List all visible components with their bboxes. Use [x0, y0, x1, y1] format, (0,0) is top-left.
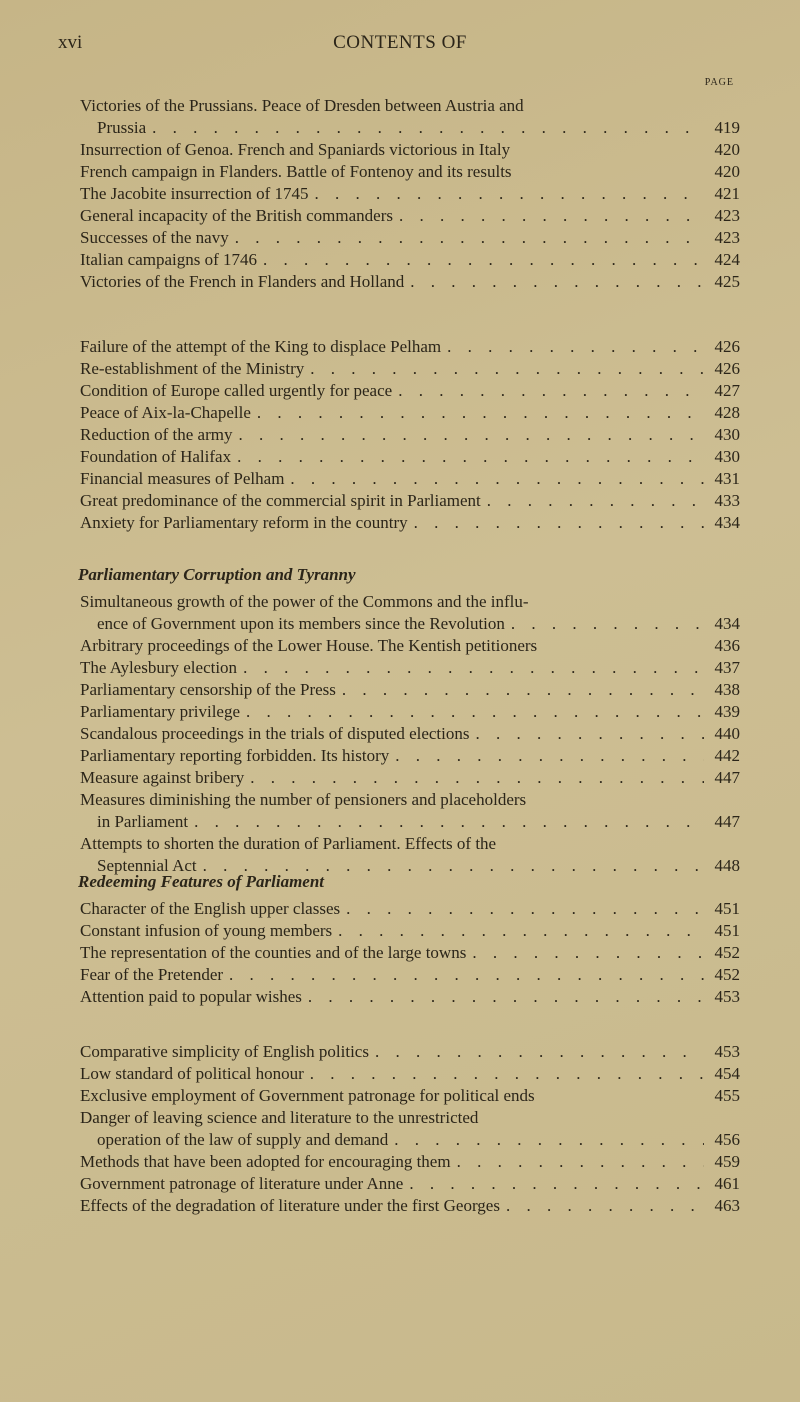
dot-leader	[284, 468, 704, 490]
dot-leader	[388, 1129, 704, 1151]
entry-title: Financial measures of Pelham	[80, 469, 285, 488]
page-number: 438	[714, 680, 740, 699]
entry-title: Victories of the French in Flanders and Holland	[80, 272, 405, 291]
running-head: CONTENTS OF	[333, 32, 467, 53]
page-number: 430	[714, 425, 740, 444]
page-number: 426	[714, 337, 740, 356]
entry-title: Parliamentary reporting forbidden. Its history	[80, 746, 390, 765]
entry-line	[80, 95, 740, 117]
entry-line	[80, 679, 740, 701]
page-number: 452	[714, 943, 740, 962]
entry-title: Foundation of Halifax	[80, 447, 232, 466]
dot-leader	[309, 183, 705, 205]
page-number: 439	[714, 702, 740, 721]
entry-line	[80, 1107, 740, 1129]
entry-line	[80, 591, 740, 613]
page-number: 428	[714, 403, 740, 422]
entry-title: Septennial Act	[97, 856, 197, 875]
spacer	[537, 635, 704, 657]
dot-leader	[304, 358, 704, 380]
page-number: 426	[714, 359, 740, 378]
dot-leader	[257, 249, 704, 271]
entry-title: Comparative simplicity of English politics	[80, 1042, 369, 1061]
entry-line	[80, 205, 740, 227]
contents-entry	[80, 95, 740, 139]
entry-line	[80, 512, 740, 534]
entry-title: Victories of the Prussians. Peace of Dresden between Austria and	[80, 96, 524, 115]
section-heading: Redeeming Features of Parliament	[78, 872, 325, 891]
entry-title: Italian campaigns of 1746	[80, 250, 258, 269]
contents-entry	[80, 468, 740, 490]
entry-title: Peace of Aix-la-Chapelle	[80, 403, 251, 422]
contents-entry	[80, 1107, 740, 1151]
contents-entry	[80, 767, 740, 789]
contents-entry	[80, 1151, 740, 1173]
entry-title: Scandalous proceedings in the trials of disputed elections	[80, 724, 470, 743]
entry-title: Successes of the navy	[80, 228, 229, 247]
contents-section	[80, 564, 740, 877]
contents-entry	[80, 986, 740, 1008]
contents-entry	[80, 789, 740, 833]
page-number: 427	[714, 381, 740, 400]
spacer	[512, 161, 704, 183]
contents-entry	[80, 701, 740, 723]
entry-line	[80, 1041, 740, 1063]
entry-title: Government patronage of literature under Anne	[80, 1174, 404, 1193]
entry-line	[80, 402, 740, 424]
dot-leader	[470, 723, 705, 745]
entry-title: Great predominance of the commercial spirit in Parliament	[80, 491, 481, 510]
entry-line	[80, 271, 740, 293]
entry-line	[80, 635, 740, 657]
entry-title: Prussia	[97, 118, 147, 137]
entry-line	[80, 964, 740, 986]
page-number: 454	[714, 1064, 740, 1083]
contents-entry	[80, 657, 740, 679]
dot-leader	[500, 1195, 704, 1217]
page-number: 455	[714, 1086, 740, 1105]
dot-leader	[237, 657, 704, 679]
entry-title: Arbitrary proceedings of the Lower House. The Kentish petitioners	[80, 636, 538, 655]
entry-line	[80, 139, 740, 161]
dot-leader	[146, 117, 704, 139]
entry-line	[80, 1129, 740, 1151]
entry-line	[80, 358, 740, 380]
entry-line	[80, 920, 740, 942]
page-number: 461	[714, 1174, 740, 1193]
dot-leader	[302, 986, 704, 1008]
entry-title: Character of the English upper classes	[80, 899, 341, 918]
entry-title: The Aylesbury election	[80, 658, 238, 677]
contents-entry	[80, 227, 740, 249]
entry-line	[80, 183, 740, 205]
dot-leader	[332, 920, 704, 942]
entry-title: Attention paid to popular wishes	[80, 987, 302, 1006]
entry-line	[80, 424, 740, 446]
contents-entry	[80, 1173, 740, 1195]
dot-leader	[340, 898, 704, 920]
entry-title: Measure against bribery	[80, 768, 245, 787]
page-folio: xvi	[58, 32, 83, 53]
contents-entry	[80, 336, 740, 358]
page-number: 451	[714, 921, 740, 940]
contents-entry	[80, 402, 740, 424]
contents-entry	[80, 898, 740, 920]
contents-entry	[80, 591, 740, 635]
dot-leader	[231, 446, 704, 468]
contents-entry	[80, 161, 740, 183]
entry-line	[80, 1195, 740, 1217]
entry-line	[80, 745, 740, 767]
page-number: 437	[714, 658, 740, 677]
dot-leader	[466, 942, 704, 964]
dot-leader	[393, 205, 704, 227]
entry-line	[80, 833, 740, 855]
dot-leader	[240, 701, 704, 723]
dot-leader	[389, 745, 704, 767]
contents-entry	[80, 723, 740, 745]
entry-title: Anxiety for Parliamentary reform in the country	[80, 513, 408, 532]
entry-line	[80, 986, 740, 1008]
dot-leader	[251, 402, 704, 424]
page-number: 447	[714, 812, 740, 831]
page-number: 436	[714, 636, 740, 655]
entry-title: Exclusive employment of Government patronage for political ends	[80, 1086, 535, 1105]
entry-title: Constant infusion of young members	[80, 921, 333, 940]
page-number: 425	[714, 272, 740, 291]
entry-line	[80, 490, 740, 512]
entry-line	[80, 117, 740, 139]
page-number: 463	[714, 1196, 740, 1215]
contents-entry	[80, 964, 740, 986]
entry-title: French campaign in Flanders. Battle of Fontenoy and its results	[80, 162, 512, 181]
spacer	[510, 139, 704, 161]
dot-leader	[223, 964, 704, 986]
entry-line	[80, 767, 740, 789]
dot-leader	[408, 512, 704, 534]
page-number: 423	[714, 228, 740, 247]
page-number: 453	[714, 987, 740, 1006]
contents-entry	[80, 1085, 740, 1107]
entry-line	[80, 161, 740, 183]
contents-entry	[80, 1063, 740, 1085]
entry-line	[80, 942, 740, 964]
page-number: 434	[714, 513, 740, 532]
page-number: 448	[714, 856, 740, 875]
contents-entry	[80, 446, 740, 468]
dot-leader	[369, 1041, 704, 1063]
contents-entry	[80, 635, 740, 657]
entry-line	[80, 380, 740, 402]
contents-entry	[80, 490, 740, 512]
entry-line	[80, 336, 740, 358]
entry-title: Condition of Europe called urgently for peace	[80, 381, 393, 400]
page-number: 451	[714, 899, 740, 918]
entry-title: Simultaneous growth of the power of the Commons and the influ-	[80, 592, 529, 611]
entry-line	[80, 657, 740, 679]
contents-entry	[80, 1195, 740, 1217]
page-number: 456	[714, 1130, 740, 1149]
dot-leader	[244, 767, 704, 789]
entry-title: The representation of the counties and of the large towns	[80, 943, 467, 962]
entry-line	[80, 1151, 740, 1173]
page-number: 430	[714, 447, 740, 466]
entry-title: Attempts to shorten the duration of Parliament. Effects of the	[80, 834, 497, 853]
dot-leader	[233, 424, 705, 446]
page-number: 452	[714, 965, 740, 984]
dot-leader	[451, 1151, 704, 1173]
contents-entry	[80, 358, 740, 380]
entry-line	[80, 898, 740, 920]
contents-entry	[80, 745, 740, 767]
contents-entry	[80, 205, 740, 227]
entry-line	[80, 1063, 740, 1085]
dot-leader	[304, 1063, 704, 1085]
page-number: 421	[714, 184, 740, 203]
contents-entry	[80, 271, 740, 293]
page-number: 434	[714, 614, 740, 633]
entry-title: Reduction of the army	[80, 425, 233, 444]
entry-title: Low standard of political honour	[80, 1064, 304, 1083]
page-number: 419	[714, 118, 740, 137]
contents-entry	[80, 249, 740, 271]
page-number: 442	[714, 746, 740, 765]
entry-line	[80, 613, 740, 635]
entry-line	[80, 723, 740, 745]
entry-title: operation of the law of supply and demand	[97, 1130, 389, 1149]
page-number: 420	[714, 162, 740, 181]
contents-entry	[80, 380, 740, 402]
page-number: 433	[714, 491, 740, 510]
contents-entry	[80, 512, 740, 534]
entry-title: General incapacity of the British commanders	[80, 206, 393, 225]
entry-title: Measures diminishing the number of pensioners and placeholders	[80, 790, 527, 809]
section-heading: Parliamentary Corruption and Tyranny	[78, 565, 356, 584]
page-number: 459	[714, 1152, 740, 1171]
page-number: 420	[714, 140, 740, 159]
spacer	[535, 1085, 704, 1107]
contents-entry	[80, 920, 740, 942]
entry-line	[80, 1085, 740, 1107]
entry-title: Fear of the Pretender	[80, 965, 224, 984]
contents-group	[80, 336, 740, 534]
contents-group	[80, 95, 740, 293]
dot-leader	[188, 811, 704, 833]
contents-entry	[80, 424, 740, 446]
page-number: 423	[714, 206, 740, 225]
entry-title: Insurrection of Genoa. French and Spaniards victorious in Italy	[80, 140, 511, 159]
contents-entry	[80, 942, 740, 964]
entry-line	[80, 789, 740, 811]
entry-title: The Jacobite insurrection of 1745	[80, 184, 309, 203]
entry-line	[80, 446, 740, 468]
entry-line	[80, 811, 740, 833]
contents-section	[80, 871, 740, 1008]
entry-title: Failure of the attempt of the King to displace Pelham	[80, 337, 442, 356]
entry-title: in Parliament	[97, 812, 189, 831]
contents-entry	[80, 139, 740, 161]
contents-entry	[80, 183, 740, 205]
entry-title: Parliamentary privilege	[80, 702, 241, 721]
entry-line	[80, 1173, 740, 1195]
dot-leader	[403, 1173, 704, 1195]
dot-leader	[505, 613, 704, 635]
dot-leader	[481, 490, 704, 512]
entry-line	[80, 227, 740, 249]
entry-title: Effects of the degradation of literature under the first Georges	[80, 1196, 500, 1215]
page-number: 424	[714, 250, 740, 269]
entry-line	[80, 701, 740, 723]
dot-leader	[229, 227, 704, 249]
dot-leader	[441, 336, 704, 358]
entry-title: Danger of leaving science and literature to the unrestricted	[80, 1108, 479, 1127]
contents-entry	[80, 679, 740, 701]
page-number: 447	[714, 768, 740, 787]
dot-leader	[336, 679, 704, 701]
page-number: 431	[714, 469, 740, 488]
entry-line	[80, 468, 740, 490]
contents-group	[80, 1041, 740, 1217]
entry-title: Methods that have been adopted for encouraging them	[80, 1152, 451, 1171]
entry-line	[80, 249, 740, 271]
dot-leader	[404, 271, 704, 293]
entry-title: Parliamentary censorship of the Press	[80, 680, 336, 699]
entry-title: Re-establishment of the Ministry	[80, 359, 305, 378]
dot-leader	[392, 380, 704, 402]
page-number: 440	[714, 724, 740, 743]
contents-entry	[80, 1041, 740, 1063]
entry-title: ence of Government upon its members since the Revolution	[97, 614, 505, 633]
page-column-label: PAGE	[704, 77, 734, 88]
page-number: 453	[714, 1042, 740, 1061]
